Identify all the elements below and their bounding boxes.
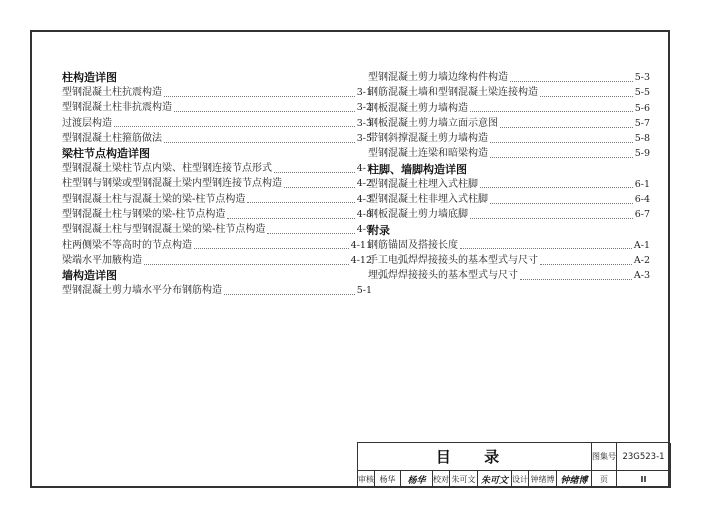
- toc-entry-page: 6-7: [634, 209, 650, 221]
- toc-left-column: [62, 70, 372, 299]
- toc-entry-page: 4-8: [356, 209, 372, 221]
- toc-entry-page: 4-2: [356, 178, 372, 190]
- toc-entry-title: 埋弧焊焊接接头的基本型式与尺寸: [368, 270, 518, 282]
- toc-right-column: [368, 70, 650, 284]
- dot-leader: [540, 255, 632, 265]
- toc-entry[interactable]: [62, 283, 372, 298]
- design-label: 设计: [512, 471, 529, 488]
- toc-entry[interactable]: [368, 192, 650, 207]
- toc-entry-page: 5-3: [634, 72, 650, 83]
- sheet-title: 目 录: [358, 443, 592, 471]
- toc-entry[interactable]: [368, 238, 650, 253]
- reviewer-name: 杨华: [375, 471, 401, 488]
- toc-entry-page: 4-12: [350, 254, 372, 266]
- toc-entry-page: 5-5: [634, 87, 650, 99]
- atlas-number: 23G523-1: [617, 443, 671, 471]
- toc-entry-page: A-3: [633, 270, 650, 282]
- title-block: [357, 442, 670, 487]
- toc-entry-page: A-1: [633, 239, 650, 251]
- drawing-sheet: [30, 30, 670, 488]
- dot-leader: [174, 102, 355, 112]
- toc-entry[interactable]: [62, 253, 372, 268]
- toc-entry-page: 4-1: [356, 163, 372, 175]
- toc-entry-page: 3-1: [356, 87, 372, 98]
- dot-leader: [144, 255, 349, 265]
- toc-entry-page: 4-3: [356, 193, 372, 205]
- section-title: 梁柱节点构造详图: [62, 147, 150, 161]
- toc-entry-title: 钢板混凝土剪力墙底脚: [368, 209, 468, 221]
- toc-entry-title: 型钢混凝土柱与混凝土梁的梁-柱节点构造: [62, 193, 246, 205]
- toc-entry-title: 钢板混凝土剪力墙构造: [368, 102, 468, 114]
- toc-entry-title: 柱型钢与钢梁或型钢混凝土梁内型钢连接节点构造: [62, 178, 282, 190]
- checker-name: 朱可文: [450, 471, 478, 488]
- dot-leader: [540, 87, 633, 97]
- toc-entry-page: 3-5: [356, 132, 372, 144]
- dot-leader: [520, 270, 632, 280]
- toc-entry-title: 钢筋混凝土墙和型钢混凝土梁连接构造: [368, 87, 538, 99]
- section-title: 墙构造详图: [62, 269, 117, 283]
- toc-entry[interactable]: [62, 222, 372, 237]
- toc-entry[interactable]: [368, 101, 650, 116]
- checker-signature: 朱可文: [478, 471, 512, 488]
- dot-leader: [480, 178, 633, 188]
- toc-entry-title: 型钢混凝土连梁和暗梁构造: [368, 148, 488, 160]
- toc-entry[interactable]: [62, 192, 372, 207]
- dot-leader: [490, 148, 633, 158]
- atlas-label: 图集号: [592, 443, 617, 471]
- review-label: 审核: [358, 471, 375, 488]
- toc-entry-title: 型钢混凝土柱箍筋做法: [62, 132, 162, 144]
- toc-entry[interactable]: [62, 116, 372, 131]
- toc-entry[interactable]: [368, 116, 650, 131]
- toc-entry[interactable]: [62, 176, 372, 191]
- dot-leader: [500, 118, 633, 128]
- section-title: 附录: [368, 223, 390, 237]
- toc-entry-title: 柱两侧梁不等高时的节点构造: [62, 239, 192, 251]
- designer-signature: 钟绪博: [557, 471, 592, 488]
- dot-leader: [510, 72, 633, 82]
- dot-leader: [267, 224, 354, 234]
- dot-leader: [194, 239, 349, 249]
- toc-entry[interactable]: [368, 146, 650, 161]
- toc-entry-page: 5-8: [634, 133, 650, 145]
- toc-entry[interactable]: [62, 85, 372, 100]
- toc-entry-page: 3-2: [356, 102, 372, 114]
- dot-leader: [284, 178, 355, 188]
- toc-entry-title: 型钢混凝土柱与钢梁的梁-柱节点构造: [62, 209, 226, 221]
- dot-leader: [114, 117, 355, 127]
- dot-leader: [164, 87, 355, 97]
- toc-entry[interactable]: [368, 85, 650, 100]
- toc-entry[interactable]: [62, 161, 372, 176]
- toc-entry-page: 5-7: [634, 117, 650, 129]
- toc-entry[interactable]: [62, 131, 372, 146]
- dot-leader: [470, 209, 633, 219]
- dot-leader: [274, 163, 355, 173]
- dot-leader: [227, 209, 354, 219]
- toc-entry-title: 梁端水平加腋构造: [62, 254, 142, 266]
- dot-leader: [490, 133, 633, 143]
- toc-entry[interactable]: [62, 207, 372, 222]
- toc-entry-title: 型钢混凝土柱抗震构造: [62, 87, 162, 98]
- toc-entry[interactable]: [368, 177, 650, 192]
- reviewer-signature: 杨华: [401, 471, 433, 488]
- toc-entry-title: 型钢混凝土剪力墙边缘构件构造: [368, 72, 508, 83]
- toc-entry-page: 4-11: [350, 239, 372, 251]
- toc-entry-title: 型钢混凝土柱埋入式柱脚: [368, 178, 478, 190]
- toc-entry-page: 4-9: [356, 224, 372, 236]
- dot-leader: [164, 133, 355, 143]
- page-number: II: [617, 471, 671, 488]
- page-label: 页: [592, 471, 617, 488]
- dot-leader: [470, 102, 633, 112]
- section-title: 柱脚、墙脚构造详图: [368, 162, 467, 176]
- toc-entry-title: 带钢斜撑混凝土剪力墙构造: [368, 133, 488, 145]
- toc-entry-page: A-2: [633, 254, 650, 266]
- toc-entry-page: 5-6: [634, 102, 650, 114]
- section-title: 柱构造详图: [62, 71, 117, 84]
- toc-entry-page: 5-1: [356, 285, 372, 297]
- toc-entry-title: 手工电弧焊焊接接头的基本型式与尺寸: [368, 254, 538, 266]
- toc-entry-title: 钢筋锚固及搭接长度: [368, 239, 458, 251]
- toc-entry-page: 6-1: [634, 178, 650, 190]
- toc-entry[interactable]: [62, 238, 372, 253]
- dot-leader: [247, 193, 354, 203]
- toc-entry-title: 型钢混凝土柱非埋入式柱脚: [368, 194, 488, 206]
- toc-entry-title: 型钢混凝土剪力墙水平分布钢筋构造: [62, 285, 222, 297]
- toc-entry[interactable]: [368, 207, 650, 222]
- dot-leader: [490, 194, 633, 204]
- check-label: 校对: [433, 471, 450, 488]
- toc-entry-title: 型钢混凝土梁柱节点内梁、柱型钢连接节点形式: [62, 163, 272, 175]
- toc-entry[interactable]: [368, 268, 650, 283]
- designer-name: 钟绪博: [529, 471, 557, 488]
- toc-entry-title: 型钢混凝土柱非抗震构造: [62, 102, 172, 114]
- toc-entry-page: 5-9: [634, 148, 650, 160]
- toc-entry-title: 型钢混凝土柱与型钢混凝土梁的梁-柱节点构造: [62, 224, 266, 236]
- dot-leader: [460, 239, 632, 249]
- toc-entry[interactable]: [62, 100, 372, 115]
- dot-leader: [224, 285, 355, 295]
- toc-entry[interactable]: [368, 253, 650, 268]
- toc-entry[interactable]: [368, 131, 650, 146]
- toc-entry-page: 3-3: [356, 117, 372, 129]
- toc-entry-title: 钢板混凝土剪力墙立面示意图: [368, 117, 498, 129]
- toc-entry-page: 6-4: [634, 194, 650, 206]
- toc-entry-title: 过渡层构造: [62, 117, 112, 129]
- toc-entry[interactable]: [368, 70, 650, 85]
